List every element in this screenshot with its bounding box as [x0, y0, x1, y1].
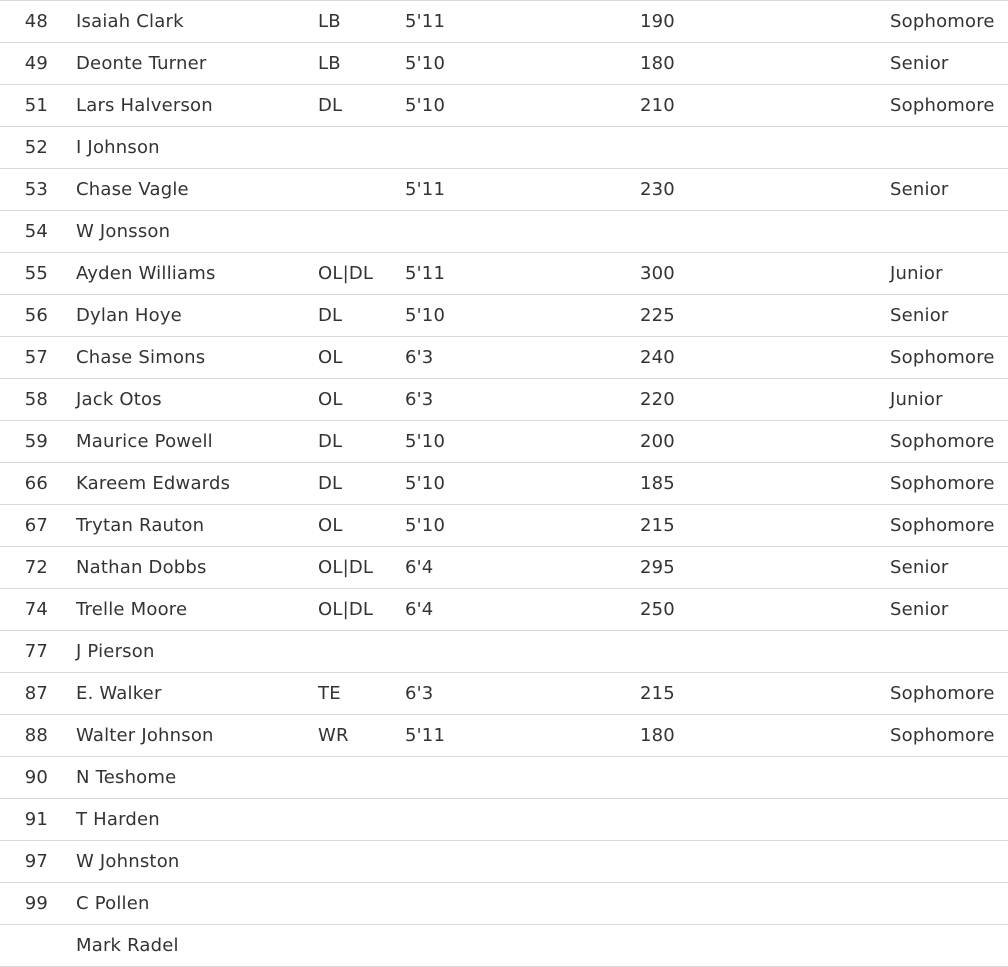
player-number: 58 [24, 389, 48, 410]
table-row [0, 589, 1008, 631]
player-position: DL [318, 305, 343, 326]
player-number: 52 [24, 137, 48, 158]
player-name: W Jonsson [76, 221, 171, 242]
player-name: J Pierson [76, 641, 155, 662]
player-height: 5'11 [405, 725, 446, 746]
player-number: 67 [24, 515, 48, 536]
player-weight: 230 [640, 179, 675, 200]
player-name: Walter Johnson [76, 725, 214, 746]
table-row [0, 883, 1008, 925]
player-number: 90 [24, 767, 48, 788]
player-number: 99 [24, 893, 48, 914]
player-position: OL [318, 389, 343, 410]
player-class-year: Sophomore [890, 515, 995, 536]
player-height: 5'10 [405, 515, 446, 536]
table-row [0, 85, 1008, 127]
player-height: 5'10 [405, 431, 446, 452]
table-row [0, 757, 1008, 799]
player-name: Deonte Turner [76, 53, 207, 74]
player-weight: 215 [640, 683, 675, 704]
player-class-year: Senior [890, 179, 949, 200]
player-position: OL [318, 515, 343, 536]
player-position: DL [318, 431, 343, 452]
player-weight: 300 [640, 263, 675, 284]
player-weight: 250 [640, 599, 675, 620]
player-weight: 210 [640, 95, 675, 116]
table-row [0, 925, 1008, 967]
player-height: 6'3 [405, 389, 434, 410]
player-number: 55 [24, 263, 48, 284]
player-height: 5'10 [405, 95, 446, 116]
table-row [0, 43, 1008, 85]
player-name: Trelle Moore [76, 599, 188, 620]
player-height: 6'4 [405, 557, 434, 578]
table-row [0, 547, 1008, 589]
player-class-year: Senior [890, 599, 949, 620]
player-height: 5'11 [405, 11, 446, 32]
player-class-year: Sophomore [890, 11, 995, 32]
table-row [0, 337, 1008, 379]
player-number: 59 [24, 431, 48, 452]
player-name: I Johnson [76, 137, 160, 158]
player-weight: 220 [640, 389, 675, 410]
player-class-year: Junior [890, 263, 943, 284]
player-number: 72 [24, 557, 48, 578]
player-weight: 180 [640, 53, 675, 74]
player-name: Trytan Rauton [76, 515, 205, 536]
player-position: OL|DL [318, 599, 374, 620]
table-row [0, 127, 1008, 169]
player-position: OL|DL [318, 263, 374, 284]
player-position: OL|DL [318, 557, 374, 578]
player-position: OL [318, 347, 343, 368]
player-weight: 215 [640, 515, 675, 536]
table-row [0, 421, 1008, 463]
player-class-year: Senior [890, 53, 949, 74]
table-row [0, 631, 1008, 673]
player-name: Maurice Powell [76, 431, 213, 452]
player-name: Nathan Dobbs [76, 557, 207, 578]
player-class-year: Sophomore [890, 683, 995, 704]
player-name: W Johnston [76, 851, 180, 872]
player-name: Jack Otos [76, 389, 162, 410]
table-row [0, 295, 1008, 337]
player-position: DL [318, 473, 343, 494]
player-class-year: Junior [890, 389, 943, 410]
player-name: T Harden [76, 809, 160, 830]
table-row [0, 253, 1008, 295]
player-height: 5'11 [405, 179, 446, 200]
player-name: Dylan Hoye [76, 305, 182, 326]
player-number: 74 [24, 599, 48, 620]
player-position: WR [318, 725, 349, 746]
player-number: 66 [24, 473, 48, 494]
player-number: 87 [24, 683, 48, 704]
player-number: 54 [24, 221, 48, 242]
player-weight: 200 [640, 431, 675, 452]
player-position: LB [318, 53, 341, 74]
player-number: 57 [24, 347, 48, 368]
player-number: 49 [24, 53, 48, 74]
table-row [0, 1, 1008, 43]
player-number: 77 [24, 641, 48, 662]
player-name: Mark Radel [76, 935, 179, 956]
player-position: DL [318, 95, 343, 116]
player-name: Ayden Williams [76, 263, 216, 284]
player-number: 48 [24, 11, 48, 32]
player-number: 51 [24, 95, 48, 116]
player-weight: 185 [640, 473, 675, 494]
player-weight: 190 [640, 11, 675, 32]
player-position: TE [318, 683, 341, 704]
player-height: 5'10 [405, 53, 446, 74]
table-row [0, 211, 1008, 253]
player-class-year: Sophomore [890, 473, 995, 494]
player-number: 53 [24, 179, 48, 200]
player-number [0, 925, 48, 966]
table-row [0, 841, 1008, 883]
player-weight: 295 [640, 557, 675, 578]
table-row [0, 799, 1008, 841]
player-class-year: Sophomore [890, 431, 995, 452]
player-number: 88 [24, 725, 48, 746]
player-height: 5'10 [405, 305, 446, 326]
player-class-year: Senior [890, 305, 949, 326]
player-weight: 180 [640, 725, 675, 746]
player-weight: 240 [640, 347, 675, 368]
player-height: 5'10 [405, 473, 446, 494]
table-row [0, 715, 1008, 757]
player-class-year: Sophomore [890, 95, 995, 116]
player-number: 56 [24, 305, 48, 326]
table-row [0, 379, 1008, 421]
player-number: 97 [24, 851, 48, 872]
player-name: Chase Vagle [76, 179, 189, 200]
player-name: Lars Halverson [76, 95, 213, 116]
player-class-year: Sophomore [890, 725, 995, 746]
table-row [0, 673, 1008, 715]
player-weight: 225 [640, 305, 675, 326]
player-position: LB [318, 11, 341, 32]
player-name: N Teshome [76, 767, 177, 788]
player-height: 5'11 [405, 263, 446, 284]
player-number: 91 [24, 809, 48, 830]
player-name: Kareem Edwards [76, 473, 231, 494]
table-row [0, 463, 1008, 505]
table-row [0, 169, 1008, 211]
player-name: Chase Simons [76, 347, 206, 368]
player-name: C Pollen [76, 893, 150, 914]
player-name: Isaiah Clark [76, 11, 184, 32]
player-height: 6'4 [405, 599, 434, 620]
table-row [0, 505, 1008, 547]
player-class-year: Sophomore [890, 347, 995, 368]
player-height: 6'3 [405, 347, 434, 368]
player-height: 6'3 [405, 683, 434, 704]
player-class-year: Senior [890, 557, 949, 578]
player-name: E. Walker [76, 683, 162, 704]
